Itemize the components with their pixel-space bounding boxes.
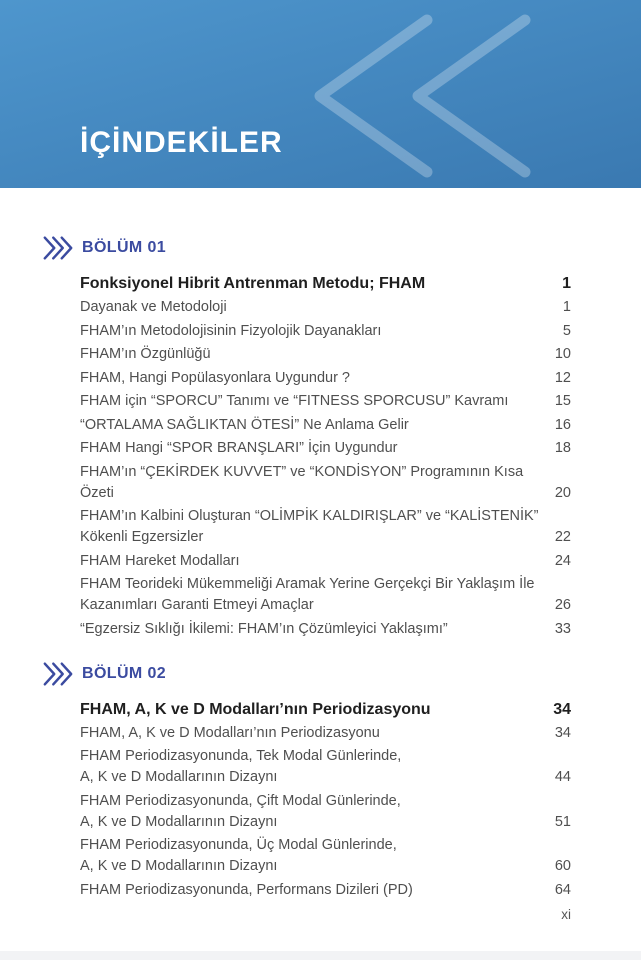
entry-page-number: 33 (554, 620, 571, 637)
entry-page-number: 15 (554, 393, 571, 409)
entry-page-number: 20 (554, 484, 571, 501)
entry-page-number: 64 (554, 881, 571, 898)
entry-title: FHAM Teorideki Mükemmeliği Aramak Yerine Gerçekçi Bir Yaklaşım İle Kazanımları Garanti Etmeyi Amaçlar (80, 576, 535, 613)
toc-entry[interactable] (80, 297, 571, 318)
toc-section (80, 234, 571, 640)
toc-entry[interactable] (80, 880, 571, 901)
entry-title: FHAM, A, K ve D Modalları’nın Periodizasyonu (80, 724, 380, 741)
section-header (42, 234, 571, 262)
toc-entry[interactable] (80, 344, 571, 365)
entry-title: FHAM’ın Özgünlüğü (80, 346, 211, 362)
toc-entry[interactable] (80, 415, 571, 436)
toc-entry[interactable] (80, 574, 571, 616)
toc (0, 188, 641, 903)
entry-page-number: 34 (553, 700, 571, 718)
entry-page-number: 51 (554, 813, 571, 830)
entry-page-number: 12 (554, 369, 571, 386)
entry-title: FHAM Periodizasyonunda, Üç Modal Günlerinde, A, K ve D Modallarının Dizaynı (80, 837, 397, 874)
page-title: İÇİNDEKİLER (80, 126, 283, 159)
toc-entry[interactable] (80, 462, 571, 504)
toc-entry[interactable] (80, 273, 571, 295)
header-banner (0, 0, 641, 188)
triple-chevron-right-icon (42, 661, 74, 687)
toc-entries (80, 273, 571, 640)
toc-entry[interactable] (80, 551, 571, 572)
toc-section (80, 660, 571, 901)
toc-entry[interactable] (80, 699, 571, 721)
entry-title: FHAM’ın Metodolojisinin Fizyolojik Dayanakları (80, 322, 382, 339)
entry-title: FHAM Hangi “SPOR BRANŞLARI” İçin Uygundur (80, 440, 398, 456)
bottom-accent-bar (0, 951, 641, 960)
entry-title: FHAM’ın “ÇEKİRDEK KUVVET” ve “KONDİSYON” Programının Kısa Özeti (80, 463, 524, 501)
entry-title: FHAM Periodizasyonunda, Performans Dizileri (PD) (80, 881, 413, 898)
toc-entry[interactable] (80, 619, 571, 640)
toc-entry[interactable] (80, 438, 571, 459)
entry-page-number: 34 (554, 724, 571, 741)
entry-page-number: 5 (562, 322, 571, 339)
entry-title: “ORTALAMA SAĞLIKTAN ÖTESİ” Ne Anlama Gelir (80, 416, 409, 433)
toc-entry[interactable] (80, 835, 571, 877)
entry-page-number: 60 (554, 858, 571, 874)
section-label: BÖLÜM 01 (82, 239, 167, 256)
toc-entry[interactable] (80, 723, 571, 744)
section-header (42, 660, 571, 688)
entry-title: Fonksiyonel Hibrit Antrenman Metodu; FHAM (80, 275, 426, 292)
double-chevron-left-icon (300, 0, 620, 188)
entry-page-number: 16 (554, 416, 571, 433)
entry-page-number: 10 (554, 346, 571, 362)
toc-entry[interactable] (80, 746, 571, 788)
toc-entry[interactable] (80, 368, 571, 389)
triple-chevron-right-icon (42, 235, 74, 261)
toc-entry[interactable] (80, 791, 571, 833)
section-label: BÖLÜM 02 (82, 664, 167, 682)
toc-entry[interactable] (80, 506, 571, 548)
entry-page-number: 1 (562, 299, 571, 315)
entry-title: Dayanak ve Metodoloji (80, 299, 227, 315)
entry-title: FHAM Periodizasyonunda, Çift Modal Günlerinde, A, K ve D Modallarının Dizaynı (80, 792, 401, 830)
entry-page-number: 24 (554, 552, 571, 569)
entry-page-number: 22 (554, 529, 571, 545)
entry-page-number: 1 (562, 275, 571, 292)
entry-page-number: 26 (554, 597, 571, 613)
entry-title: FHAM için “SPORCU” Tanımı ve “FITNESS SPORCUSU” Kavramı (80, 393, 509, 409)
entry-page-number: 44 (554, 769, 571, 785)
entry-title: FHAM’ın Kalbini Oluşturan “OLİMPİK KALDIRIŞLAR” ve “KALİSTENİK” Kökenli Egzersizler (80, 508, 539, 545)
entry-title: FHAM, A, K ve D Modalları’nın Periodizasyonu (80, 700, 431, 718)
entry-title: FHAM Periodizasyonunda, Tek Modal Günlerinde, A, K ve D Modallarının Dizaynı (80, 748, 402, 785)
toc-entry[interactable] (80, 321, 571, 342)
entry-title: FHAM Hareket Modalları (80, 552, 240, 569)
toc-entry[interactable] (80, 391, 571, 412)
entry-title: FHAM, Hangi Popülasyonlara Uygundur ? (80, 369, 350, 386)
entry-title: “Egzersiz Sıklığı İkilemi: FHAM’ın Çözümleyici Yaklaşımı” (80, 620, 448, 637)
entry-page-number: 18 (554, 440, 571, 456)
footer-page-number: xi (561, 907, 571, 922)
toc-entries (80, 699, 571, 901)
